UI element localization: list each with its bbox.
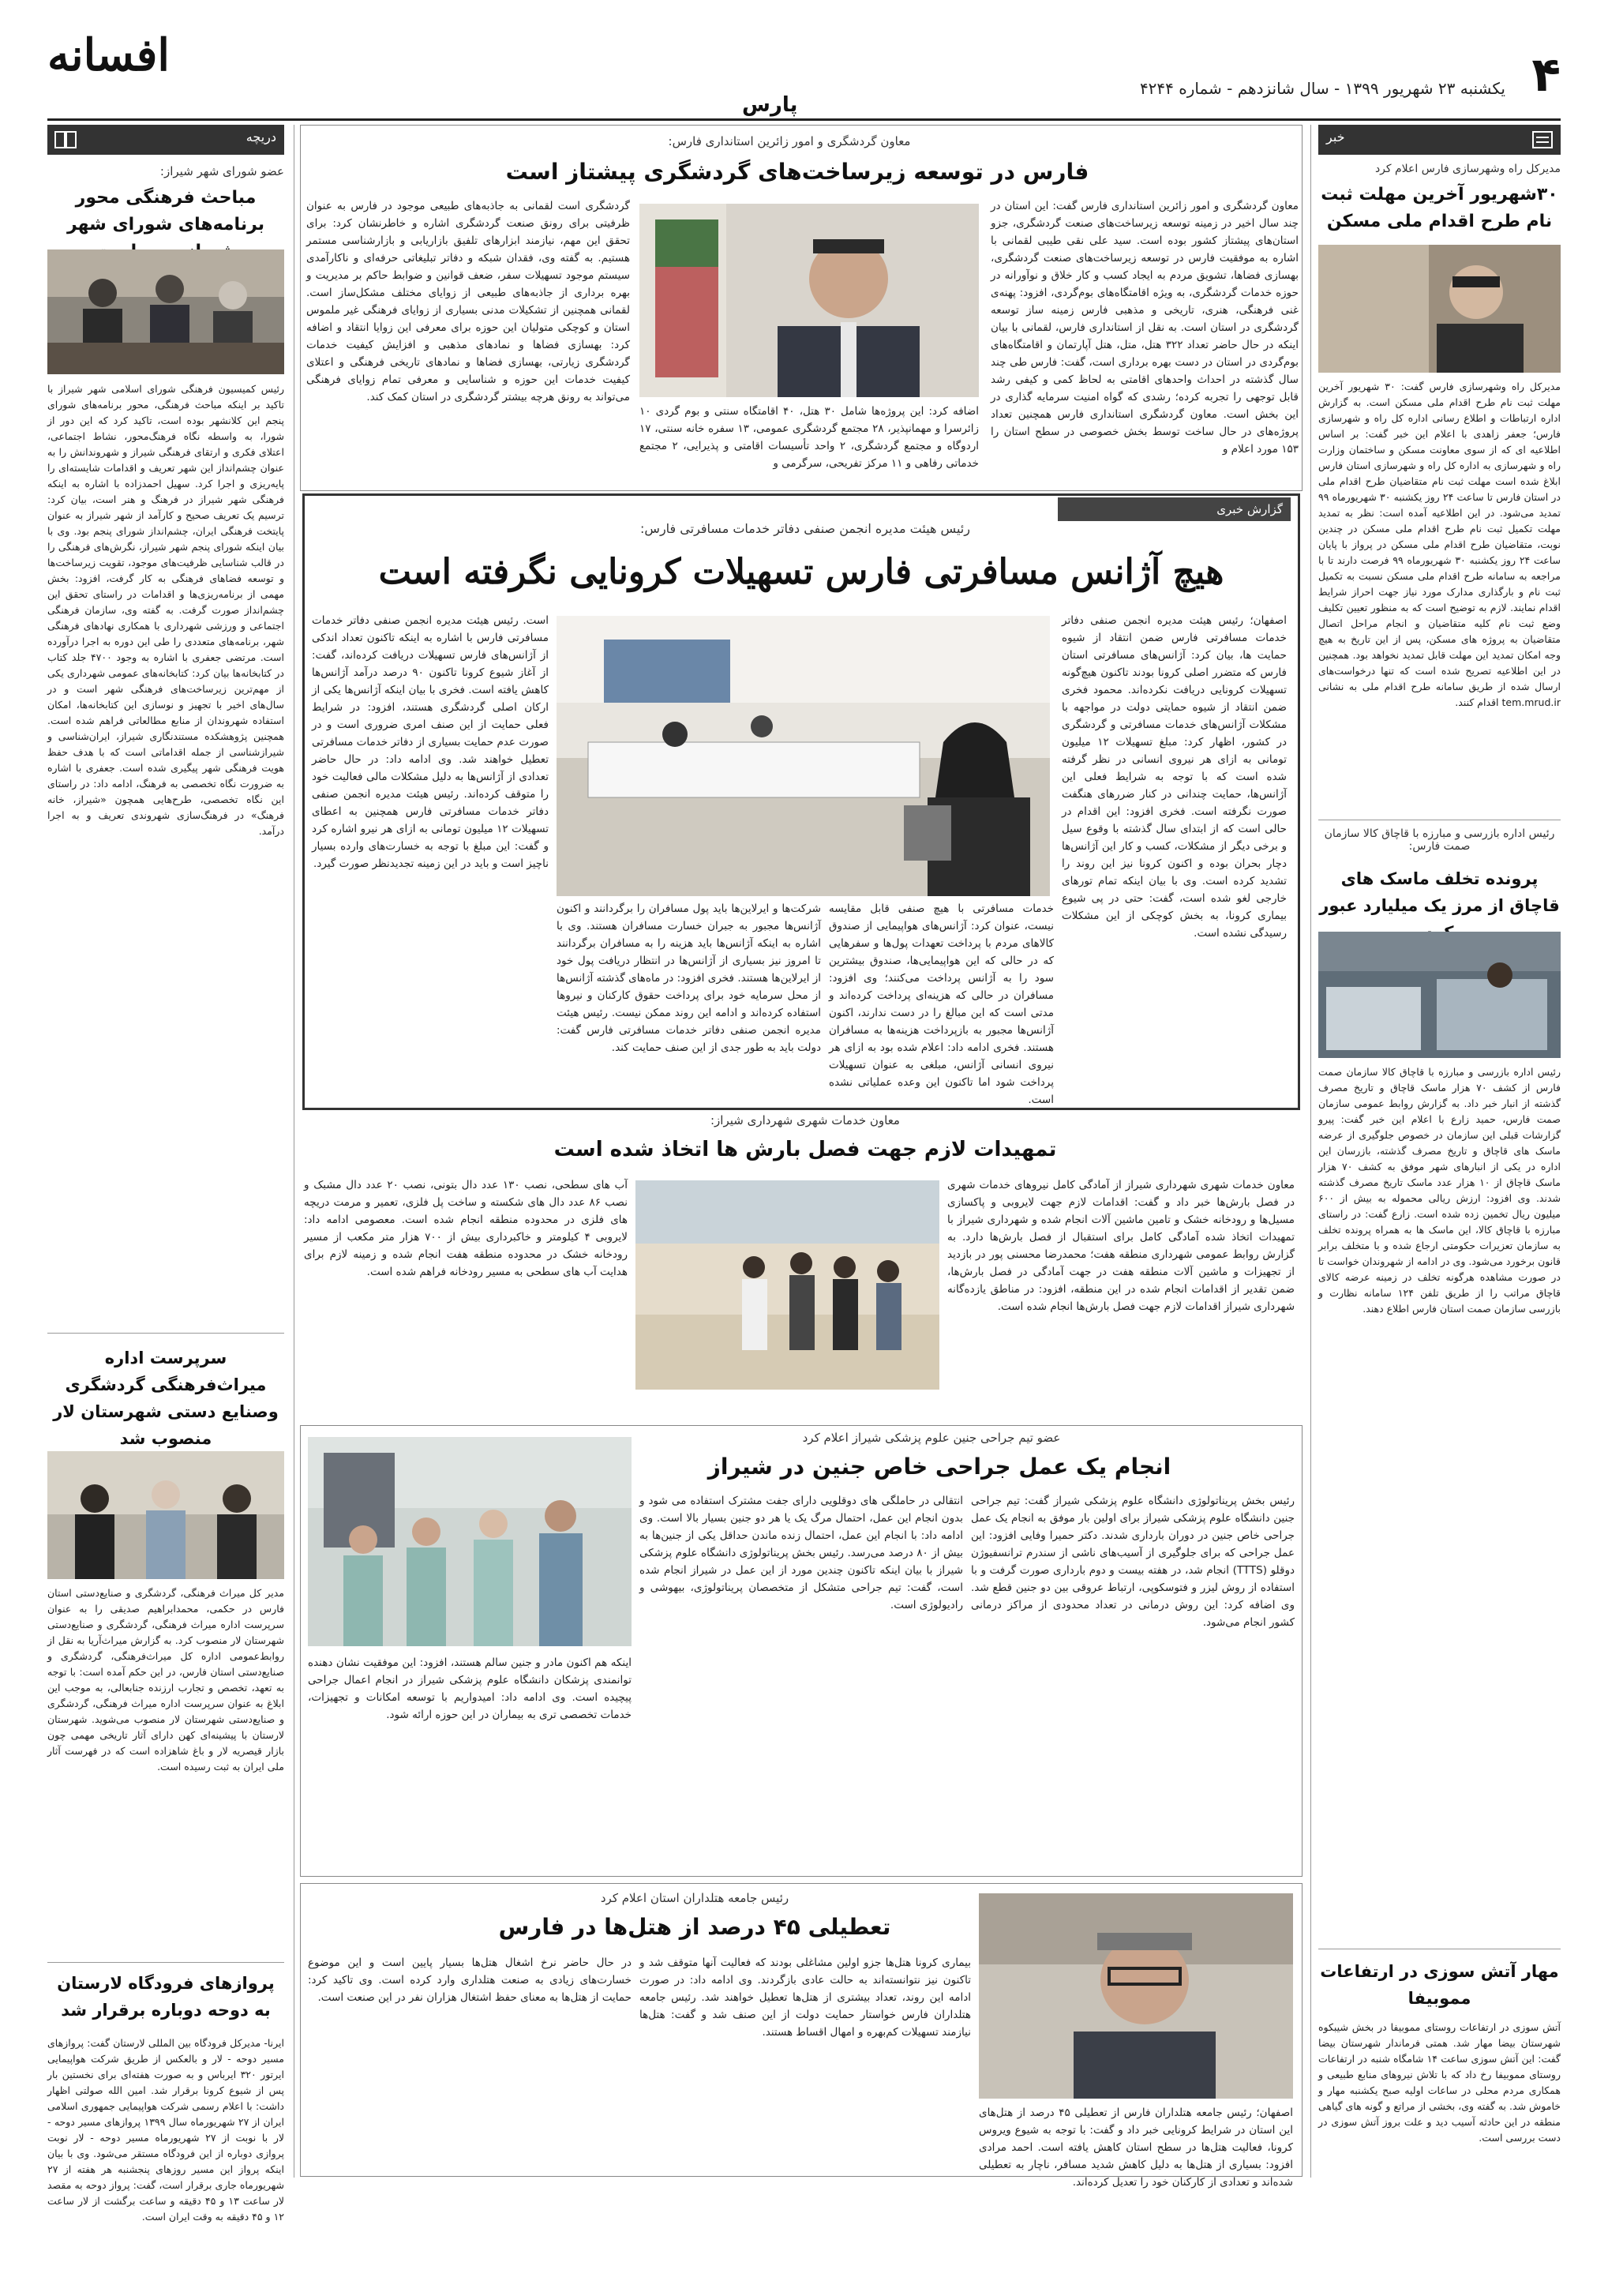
report-tag: گزارش خبری — [1058, 497, 1291, 521]
story-body: در حال حاضر نرخ اشغال هتل‌ها بسیار پایین است و این موضوع خسارت‌های زیادی به صنعت هتلداری وارد کرده است. وی تاکید کرد: حمایت از هتل‌ها به معنای حفظ اشتغال هزاران نفر در این صنعت است. — [308, 1956, 632, 2004]
left-column — [47, 125, 285, 2223]
story-headline: تمهیدات لازم جهت فصل بارش ها اتخاذ شده است — [553, 1138, 1057, 1161]
story-body: بیماری کرونا هتل‌ها جزو اولین مشاغلی بودند که فعالیت آنها متوقف شد و تاکنون نیز نتوانسته‌اند به حالت عادی بازگردند. وی ادامه داد: در صورت ادامه این روند، تعداد بیشتری از هتل‌ها تعطیل خواهند شد. رئیس جامعه هتلداران فارس خواستار حمایت دولت از این صنف شد و گفت: هتل‌ها نیازمند تسهیلات کم‌بهره و امهال اقساط هستند. — [639, 1956, 971, 2039]
story-body: معاون گردشگری و امور زائرین استانداری فارس گفت: این استان در چند سال اخیر در زمینه توسعه زیرساخت‌های صنعت گردشگری، جزو استان‌های پیشتاز کشور بوده است. سید علی نقی طیبی لقمانی با اشاره به موفقیت فارس در توسعه زیرساخت‌های صنعت گردشگری، بهسازی فضاها، تشویق مردم به ایجاد کسب و کار خلاق و نوآورانه در حوزه خدمات گردشگری، به ویژه اقامتگاه‌های بوم‌گردی، افزود: پهنه‌ی غنی فرهنگی، هنری، تاریخی و مذهبی فارس زمینه ساز توسعه گردشگری در استان است. به نقل از استانداری فارس، لقمانی با بیان اینکه در حال حاضر تعداد ۳۲۲ هتل، متل، هتل آپارتمان و اقامتگاه‌های بوم‌گردی در استان در دست بهره برداری است، گفت: فارس طی چند سال گذشته در احداث واحدهای اقامتی به لحاظ کمی و کیفی رشد قابل توجهی را تجربه کرده؛ رشدی که گواه امنیت سرمایه گذاری در این بخش است. معاون گردشگری استانداری فارس همچنین تعداد پروژه‌های در حال ساخت توسط بخش خصوصی در سطح استان را ۱۵۳ مورد اعلام و — [991, 200, 1299, 456]
story-headline: تعطیلی ۴۵ درصد از هتل‌ها در فارس — [498, 1914, 891, 1940]
divider — [47, 1962, 284, 1963]
masthead — [0, 0, 1608, 122]
story-body: اصفهان؛ رئیس جامعه هتلداران فارس از تعطیلی ۴۵ درصد از هتل‌های این استان در شرایط کرونایی خبر داد و گفت: با توجه به شیوع ویروس کرونا، فعالیت هتل‌ها در سطح استان کاهش یافته است. احمد مرادی افزود: بسیاری از هتل‌ها به دلیل کاهش شدید مسافر، ناچار به تعطیلی شده‌اند و تعدادی از کارکنان خود را تعدیل کرده‌اند. — [979, 2107, 1293, 2189]
story-body: گردشگری است لقمانی به جاذبه‌های طبیعی موجود در فارس به عنوان ظرفیتی برای رونق صنعت گردشگری اشاره و خاطرنشان کرد: برای تحقق این مهم، نیازمند ابزارهای تلفیق بازاریابی و بازارشناسی مستمر هستیم. به گفته وی، فقدان شبکه و دفاتر تبلیغاتی حرفه‌ای و ناکارآمدی سیستم موجود تسهیلات سفر، ضعف قوانین و ضوابط حاکم بر مدیریت و بهره برداری از جاذبه‌های طبیعی از زوایای مختلف مشکل‌ساز است. لقمانی همچنین از تشکیلات مدنی بسیاری از زوایای فرهنگی غیر ملموس استان و کوچکی متولیان این حوزه برای معرفی این زوایا انتقاد و اضافه کرد: بهسازی فضاها و نمادهای مذهبی و افزایش کیفیت خدمات گردشگری زیارتی، بهسازی فضاها و نمادهای تاریخی فرهنگی و اعتلای کیفیت خدمات این حوزه و شناسایی و معرفی تمام زوایای فرهنگی می‌تواند به رونق هرچه بیشتر گردشگری در استان کمک کند. — [306, 200, 630, 403]
masks-photo — [1318, 932, 1561, 1058]
story-body: اینکه هم اکنون مادر و جنین سالم هستند، افزود: این موفقیت نشان دهنده توانمندی پزشکان دانشگاه علوم پزشکی شیراز در انجام اعمال جراحی پیچیده است. وی ادامه داد: امیدواریم با توسعه امکانات و تجهیزات، خدمات تخصصی تری به بیماران در این حوزه ارائه شود. — [308, 1656, 632, 1721]
page-number: ۴ — [1531, 47, 1561, 103]
story-body: رئیس اداره بازرسی و مبارزه با قاچاق کالا سازمان صمت فارس از کشف ۷۰ هزار ماسک قاچاق و تاریخ مصرف گذشته از انبار خبر داد. به گزارش روابط عمومی سازمان صمت فارس، حمید زارع با اعلام این خبر گفت: پیرو گزارشات قبلی این سازمان در خصوص جلوگیری از عرضه ماسک های قاچاق و تاریخ مصرف گذشته، بازرسان این اداره در یکی از انبارهای شهر موفق به کشف ۷۰ هزار ماسک قاچاق از ۱۰ هزار عدد ماسک تاریخ مصرف گذشته شدند. وی افزود: ارزش ریالی محموله به بیش از ۶۰۰ میلیون ریال تخمین زده شده است. زارع گفت: در راستای مبارزه با قاچاق کالا، این ماسک ها به همراه پرونده تخلف به سازمان تعزیرات حکومتی ارجاع شده و با متخلف برابر قانون برخورد می‌شود. وی در ادامه از شهروندان خواست تا در صورت مشاهده هرگونه تخلف در زمینه عرضه کالای قاچاق مراتب را از طریق تلفن ۱۲۴ سامانه نظارت و بازرسی سازمان صمت استان فارس اطلاع دهند. — [1318, 1066, 1561, 1315]
story-body: اصفهان؛ رئیس هیئت مدیره انجمن صنفی دفاتر خدمات مسافرتی فارس ضمن انتقاد از شیوه حمایت ها، بیان کرد: آژانس‌های مسافرتی استان فارس که متضرر اصلی کرونا بودند تاکنون هیچ‌گونه تسهیلات کرونایی دریافت نکرده‌اند. محمود فخری ضمن انتقاد از شیوه حمایتی دولت در مواجهه با مشکلات آژانس‌های خدمات مسافرتی و گردشگری در کشور، اظهار کرد: مبلغ تسهیلات ۱۲ میلیون تومانی به ازای هر نیروی انسانی در نظر گرفته شده است که با توجه به شرایط فعلی این آژانس‌ها، حمایت چندانی در کنار ضررهای هنگفت صورت نگرفته است. فخری افزود: این اقدام در حالی است که از ابتدای سال گذشته با وقوع سیل و برخی دیگر از مشکلات، کسب و کار این آژانس‌ها دچار بحران بوده و اکنون کرونا نیز این روند را تشدید کرده است. وی با بیان اینکه تمام تورهای خارجی لغو شده است، گفت: حتی در پی شیوع بیماری کرونا، به بخش کوچکی از این مشکلات رسیدگی نشده است. — [1062, 614, 1287, 940]
council-photo — [47, 249, 284, 374]
hotelier-photo — [979, 1893, 1293, 2099]
story-kicker: رئیس هیئت مدیره انجمن صنفی دفاتر خدمات مسافرتی فارس: — [640, 521, 970, 536]
right-column — [1318, 125, 1561, 2178]
story-headline: مباحث فرهنگی محور برنامه‌های شورای شهر — [66, 188, 265, 234]
story-body: شرکت‌ها و ایرلاین‌ها باید پول مسافران را برگردانند و اکنون آژانس‌ها مجبور به جبران خسارت مسافران هستند. وی با اشاره به اینکه آژانس‌ها باید هزینه را به مسافران برگردانند تا امروز نیز بسیاری از آژانس‌ها در انتظار دریافت پول خود از ایرلاین‌ها هستند. فخری افزود: در ماه‌های گذشته آژانس‌ها از محل سرمایه خود برای پرداخت حقوق کارکنان و نیروها استفاده کرده‌اند و ادامه این روند ممکن نیست. رئیس هیئت مدیره انجمن صنفی دفاتر خدمات مسافرتی فارس گفت: دولت باید به طور جدی از این صنف حمایت کند. — [557, 902, 821, 1054]
story-body: ایرنا- مدیرکل فرودگاه بین المللی لارستان گفت: پروازهای مسیر دوحه - لار و بالعکس از طریق شرکت هواپیمایی ایرتور ۳۲۰ ایرباس و به صورت هفته‌ای برای نخستین بار پس از شیوع کرونا برقرار شد. امین الله صولتی اظهار داشت: با اعلام رسمی شرکت هواپیمایی جمهوری اسلامی ایران از ۲۷ شهریورماه سال ۱۳۹۹ پروازهای مسیر دوحه - لار با نوبت از ۲۷ شهریورماه مسیر دوحه - لار نوبت پروازی دوباره از این فرودگاه مستقر می‌شود. وی با بیان اینکه پرواز این مسیر روزهای پنجشنبه هر هفته از ۲۷ شهریورماه جاری برقرار است، گفت: پرواز دوحه به مقصد لار ساعت ۱۳ و ۴۵ دقیقه و ساعت برگشت از لار ساعت ۱۲ و ۴۵ دقیقه به وقت ایران است. — [47, 2037, 285, 2223]
story-headline: انجام یک عمل جراحی خاص جنین در شیراز — [707, 1454, 1171, 1480]
divider — [47, 1333, 284, 1334]
story-body: است. رئیس هیئت مدیره انجمن صنفی دفاتر خدمات مسافرتی فارس با اشاره به اینکه تاکنون تعداد اندکی از آژانس‌های فارس تسهیلات دریافت کرده‌اند، گفت: از آغاز شیوع کرونا تاکنون ۹۰ درصد درآمد آژانس‌ها کاهش یافته است. فخری با بیان اینکه آژانس‌ها یکی از ارکان اصلی گردشگری هستند، افزود: در شرایط فعلی حمایت از این صنف امری ضروری است و در صورت عدم حمایت بسیاری از دفاتر خدمات مسافرتی تعطیل خواهند شد. وی ادامه داد: در حال حاضر تعدادی از آژانس‌ها به دلیل مشکلات مالی فعالیت خود را متوقف کرده‌اند. رئیس هیئت مدیره انجمن صنفی دفاتر خدمات مسافرتی فارس همچنین به اعطای تسهیلات ۱۲ میلیون تومانی به ازای هر نیرو اشاره کرد و گفت: این مبلغ با توجه به خسارت‌های وارده بسیار ناچیز است و باید در این زمینه تجدیدنظر صورت گیرد. — [312, 614, 549, 870]
story-kicker: رئیس جامعه هتلداران استان اعلام کرد — [600, 1891, 789, 1905]
story-body: آب های سطحی، نصب ۱۳۰ عدد دال بتونی، نصب ۲۰ عدد دال مشبک و نصب ۸۶ عدد دال های شکسته و ساخت پل فلزی، تعمیر و مرمت دریچه های فلزی در محدوده منطقه انجام شده است. معصومی ادامه داد: لایروبی ۴ کیلومتر و خاکبرداری بیش از ۷۰۰ هزار متر مکعب از مسیر رودخانه خشک در محدوده منطقه هفت انجام شده و زمینه لازم برای هدایت آب های سطحی به مسیر رودخانه فراهم شده است. — [304, 1179, 628, 1278]
story-body: معاون خدمات شهری شهرداری شیراز از آمادگی کامل نیروهای خدمات شهری در فصل بارش‌ها خبر داد و گفت: اقدامات لازم جهت لایروبی و پاکسازی مسیل‌ها و رودخانه خشک و تامین ماشین آلات انجام شده و شهرداری شیراز با تمهیدات اتخاذ شده آمادگی کامل برای استقبال از فصل بارش‌ها دارد. به گزارش روابط عمومی شهرداری منطقه هفت؛ محمدرضا محسنی پور در بازدید از تجهیزات و ماشین آلات منطقه هفت در جهت آمادگی در فصل بارش‌ها، ضمن تقدیر از اقدامات انجام شده در این منطقه، افزود: در مناطق یازده‌گانه شهرداری شیراز اقدامات لازم جهت فصل بارش‌ها انجام شده است. — [947, 1179, 1295, 1313]
news-icon — [1531, 128, 1554, 152]
inspection-photo — [635, 1180, 939, 1390]
left-column-label: دریچه — [246, 129, 276, 144]
right-column-header — [1318, 125, 1561, 155]
book-icon — [54, 128, 77, 152]
story-body: مدیرکل راه وشهرسازی فارس گفت: ۳۰ شهریور آخرین مهلت ثبت نام طرح اقدام ملی مسکن است. به گزارش اداره ارتباطات و اطلاع رسانی اداره کل راه و شهرسازی فارس؛ جعفر زاهدی با اعلام این خبر گفت: بر اساس اطلاعیه ای که از سوی معاونت مسکن و ساختمان وزارت راه و شهرسازی به اداره کل راه و شهرسازی استان فارس ابلاغ شده است مهلت ثبت نام متقاضیان طرح اقدام ملی در استان فارس تا ساعت ۲۴ روز یکشنبه ۳۰ شهریورماه ۹۹ تمدید می‌شود. در این اطلاعیه آمده است: نظر به تمدید مهلت تکمیل ثبت نام طرح اقدام ملی مسکن در چندین نوبت، متقاضیان طرح اقدام ملی مسکن در پرواز با پایان ساعت ۲۴ روز یکشنبه ۳۰ شهریورماه ۹۹ فرصت دارند تا با مراجعه به سامانه طرح اقدام ملی مسکن نسبت به تکمیل ثبت نام و بارگذاری مدارک مورد نیاز جهت احراز شرایط اقدام نمایند. لازم به توضیح است که به منظور تعیین تکلیف وضع ثبت نام کلیه متقاضیان و انجام مراحل اتصال متقاضیان به پروژه های مسکن، پس از این تاریخ به هیچ وجه امکان تمدید این مهلت قابل تمدید نخواهد بود. همچنین در این اطلاعیه تصریح شده است که تنها درخواست‌های ارسال شده از طریق سامانه طرح اقدام ملی به نشانی tem.mrud.ir اقدام کنند. — [1318, 381, 1561, 708]
section-title: پارس — [742, 93, 798, 117]
story-headline: هیچ آژانس مسافرتی فارس تسهیلات کرونایی نگرفته است — [378, 552, 1224, 592]
column-divider — [1310, 125, 1311, 2178]
story-kicker: عضو شورای شهر شیراز: — [159, 164, 284, 178]
date-line: یکشنبه ۲۳ شهریور ۱۳۹۹ - سال شانزدهم - شماره ۴۲۴۴ — [1139, 79, 1505, 98]
travel-agency-photo — [557, 616, 1050, 896]
story-headline: پرونده تخلف ماسک های قاچاق از مرز یک میلیارد عبور — [1319, 869, 1560, 915]
story-kicker: معاون گردشگری و امور زائرین استانداری فارس: — [668, 134, 911, 148]
story-headline: مهار آتش سوزی در ارتفاعات مموبیفا — [1320, 1962, 1559, 2008]
appointment-photo — [47, 1451, 284, 1579]
story-headline: فارس در توسعه زیرساخت‌های گردشگری پیشتاز است — [505, 159, 1089, 185]
left-column-header — [47, 125, 284, 155]
masthead-logo: افسانه — [47, 29, 170, 81]
deputy-photo — [639, 204, 979, 397]
story-kicker: عضو تیم جراحی جنین علوم پزشکی شیراز اعلام کرد — [802, 1431, 1061, 1445]
official-photo — [1318, 245, 1561, 373]
story-kicker: معاون خدمات شهری شهرداری شیراز: — [710, 1113, 900, 1127]
story-headline: ۳۰شهریور آخرین مهلت ثبت نام طرح اقدام ملی مسکن — [1321, 185, 1558, 231]
story-body: رئیس کمیسیون فرهنگی شورای اسلامی شهر شیراز با تاکید بر اینکه مباحث فرهنگی، محور برنامه‌های شورای پنجم این کلانشهر بوده است، تاکید کرد که این دور از شورا، به واسطه نگاه فرهنگ‌محور، نشاط اجتماعی، اعتلای فکری و ارتقای فرهنگی شیراز و شهروندانش را به عنوان چشم‌انداز این شهر تعریف و اقدامات شایسته‌ای را پایه‌ریزی و اجرا کرد. سهیل احمدزاده با اشاره به اینکه فرهنگی شهر شیراز در فرهنگ و هنر است، بیان کرد: ترسیم یک تعریف صحیح و کارآمد از شهر شیراز به عنوان پایتخت فرهنگی ایران، چشم‌انداز شورای پنجم بود. وی با بیان اینکه شورای پنجم شهر شیراز، نگرش‌های فرهنگی را در قالب شناسایی ظرفیت‌های موجود، تقویت زیرساخت‌ها و توسعه فضاهای فرهنگی به کار گرفت، افزود: بخش مهمی از برنامه‌ریزی‌ها و اقدامات در راستای تحقق این چشم‌انداز صورت گرفت. به گفته وی، سازمان فرهنگی اجتماعی و ورزشی شهرداری با همکاری نهادهای فرهنگی شهر، برنامه‌های متعددی را طی این دوره به اجرا درآورده است. مرتضی جعفری با اشاره به وجود ۴۷۰۰ جلد کتاب در کتابخانه‌ها بیان کرد: کتابخانه‌های عمومی شهرداری یکی از مهم‌ترین زیرساخت‌های فرهنگی شهر است و در سال‌های اخیر با تجهیز و نوسازی این کتابخانه‌ها، امکان استفاده شهروندان از منابع مطالعاتی فراهم شده است. همچنین پژوهشکده مستندنگاری شیراز، ایران‌شناسی و شیرازشناسی از جمله اقداماتی است که با هدف حفظ هویت فرهنگی شهر پیگیری شده است. جعفری با اشاره به ضرورت نگاه تخصصی به فرهنگ، ادامه داد: در راستای این نگاه تخصصی، طرح‌هایی همچون «شیراز، خانه فرهنگ» در فرهنگ‌سازی شهروندی تعریف و به اجرا درآمد. — [47, 383, 284, 837]
story-body: مدیر کل میراث فرهنگی، گردشگری و صنایع‌دستی استان فارس در حکمی، محمدابراهیم صدیقی را به عنوان سرپرست اداره میراث فرهنگی، گردشگری و صنایع‌دستی شهرستان لار منصوب کرد. به گزارش میراث‌آریا به نقل از روابط‌عمومی اداره کل میراث‌فرهنگی، گردشگری و صنایع‌دستی استان فارس، در این حکم آمده است: با توجه به تعهد، تخصص و تجارب ارزنده جنابعالی، به موجب این ابلاغ به عنوان سرپرست اداره میراث فرهنگی، گردشگری و صنایع‌دستی شهرستان لار منصوب می‌شوید. شهرستان لارستان با پیشینه‌ای کهن دارای آثار تاریخی مهمی چون بازار قیصریه لار و باغ شاهزاده است که در فهرست آثار ملی ایران به ثبت رسیده است. — [47, 1587, 284, 1773]
masthead-rule — [47, 118, 1561, 121]
story-kicker: رئیس اداره بازرسی و مبارزه با قاچاق کالا سازمان صمت فارس: — [1324, 827, 1555, 853]
story-body: انتقالی در حاملگی های دوقلویی دارای جفت مشترک استفاده می شود و بدون انجام این عمل، احتمال مرگ یک یا هر دو جنین بسیار بالا است. وی ادامه داد: با انجام این عمل، احتمال زنده ماندن حداقل یکی از جنین‌ها به بیش از ۸۰ درصد می‌رسد. رئیس بخش پریناتولوژی دانشگاه علوم پزشکی شیراز با بیان اینکه تاکنون چندین مورد از این عمل در شیراز انجام شده است، گفت: تیم جراحی متشکل از متخصصان پریناتولوژی، بیهوشی و رادیولوژی است. — [639, 1495, 963, 1611]
story-headline: سرپرست اداره میراث‌فرهنگی گردشگری وصنایع دستی شهرستان لار منصوب شد — [53, 1349, 279, 1448]
story-body: خدمات مسافرتی با هیچ صنفی قابل مقایسه نیست، عنوان کرد: آژانس‌های هواپیمایی از صندوق کالاهای مردم با پرداخت تعهدات پول‌ها و سفرهایی که در حالی که این هواپیمایی‌ها، صندوق بیشترین سود را به آژانس پرداخت می‌کنند؛ وی افزود: مسافران در حالی که هزینه‌ای پرداخت کرده‌اند و مدتی است که این مبالغ را در دست ندارند، اکنون آژانس‌ها مجبور به بازپرداخت هزینه‌ها به مسافران هستند. فخری ادامه داد: اعلام شده بود به ازای هر نیروی انسانی آژانس، مبلغی به عنوان تسهیلات پرداخت شود اما تاکنون این وعده عملیاتی نشده است. — [829, 902, 1054, 1106]
story-body: رئیس بخش پریناتولوژی دانشگاه علوم پزشکی شیراز گفت: تیم جراحی جنین دانشگاه علوم پزشکی شیراز برای اولین بار موفق به انجام یک عمل جراحی خاص جنین در دوران بارداری شدند. دکتر حمیرا وفایی افزود: این عمل جراحی که برای جلوگیری از آسیب‌های ناشی از سندرم ترانسفیوژن دوقلو (TTTS) انجام شد، در هفته بیست و دوم بارداری صورت گرفت و با استفاده از روش لیزر و فتوسکوپی، ارتباط عروقی بین دو جنین قطع شد. وی اضافه کرد: این روش درمانی در تعداد محدودی از مراکز درمانی کشور انجام می‌شود. — [971, 1495, 1295, 1629]
story-body: اضافه کرد: این پروژه‌ها شامل ۳۰ هتل، ۴۰ اقامتگاه سنتی و بوم گردی ۱۰ زائرسرا و مهمانپذیر، ۲۸ مجتمع گردشگری عمومی، ۱۳ سفره خانه سنتی، ۱۷ اردوگاه و مجتمع گردشگری، ۲ واحد تأسیسات اقامتی و پذیرایی، ۲ مجتمع خدماتی رفاهی و ۱۱ مرکز تفریحی، سرگرمی و — [639, 405, 979, 470]
right-column-label: خبر — [1326, 129, 1345, 144]
story-kicker: مدیرکل راه وشهرسازی فارس اعلام کرد — [1374, 163, 1561, 175]
story-headline: پروازهای فرودگاه لارستان به دوحه دوباره برقرار شد — [57, 1974, 275, 2020]
surgery-team-photo — [308, 1437, 632, 1646]
story-body: آتش سوزی در ارتفاعات روستای مموبیفا در بخش شیبکوه شهرستان بیضا مهار شد. همتی فرماندار شهرستان بیضا گفت: این آتش سوزی ساعت ۱۴ شامگاه شنبه در ارتفاعات روستای مموبیفا رخ داد که با تلاش نیروهای منابع طبیعی و همکاری مردم محلی در ساعات اولیه صبح یکشنبه مهار و خاموش شد. به گفته وی، بخشی از مراتع و گونه های گیاهی منطقه در این حادثه آسیب دید و علت بروز آتش سوزی در دست بررسی است. — [1318, 2021, 1561, 2144]
